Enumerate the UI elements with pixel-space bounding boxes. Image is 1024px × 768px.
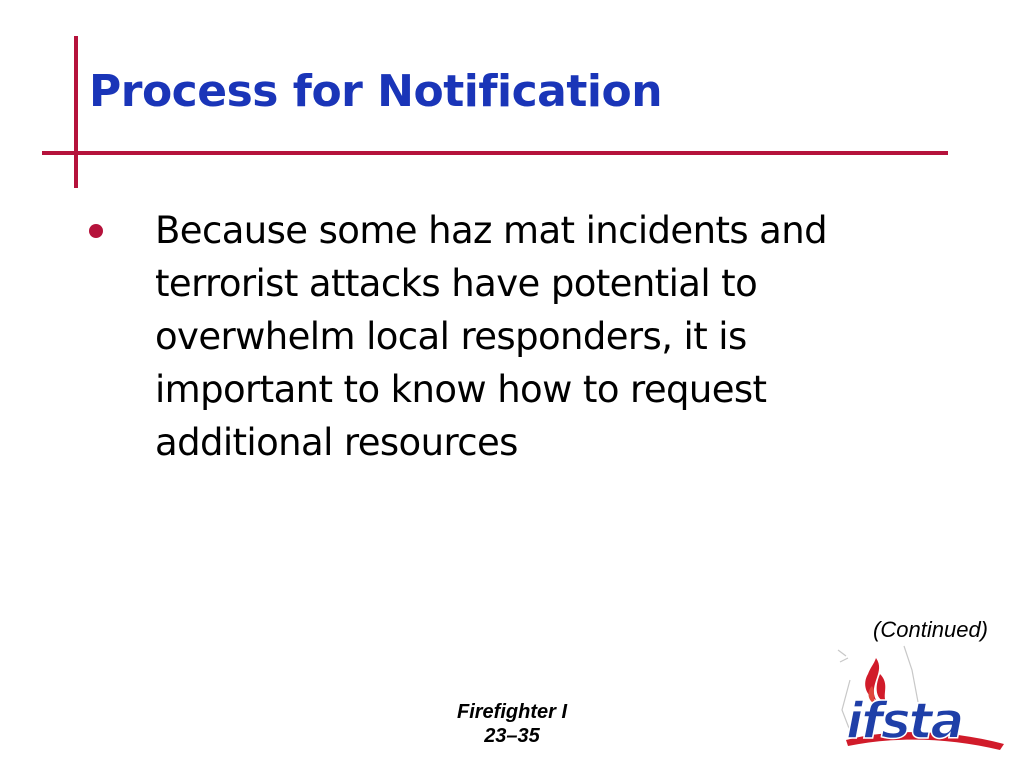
logo-wordmark: ifsta bbox=[846, 692, 963, 750]
bullet-line: terrorist attacks have potential to bbox=[155, 262, 758, 305]
bullet-dot-icon bbox=[89, 224, 103, 238]
ifsta-logo bbox=[832, 640, 1010, 762]
bullet-line: important to know how to request bbox=[155, 368, 767, 411]
footer-page-number: 23–35 bbox=[484, 725, 540, 747]
vertical-accent-line bbox=[74, 36, 78, 188]
bullet-line: additional resources bbox=[155, 421, 518, 464]
bullet-line: Because some haz mat incidents and bbox=[155, 209, 827, 252]
bullet-text bbox=[155, 204, 935, 469]
horizontal-accent-line bbox=[42, 151, 948, 155]
slide-footer bbox=[412, 700, 612, 748]
slide-title: Process for Notification bbox=[89, 66, 663, 117]
bullet-line: overwhelm local responders, it is bbox=[155, 315, 747, 358]
continued-label: (Continued) bbox=[873, 617, 988, 642]
footer-course: Firefighter I bbox=[456, 701, 567, 723]
